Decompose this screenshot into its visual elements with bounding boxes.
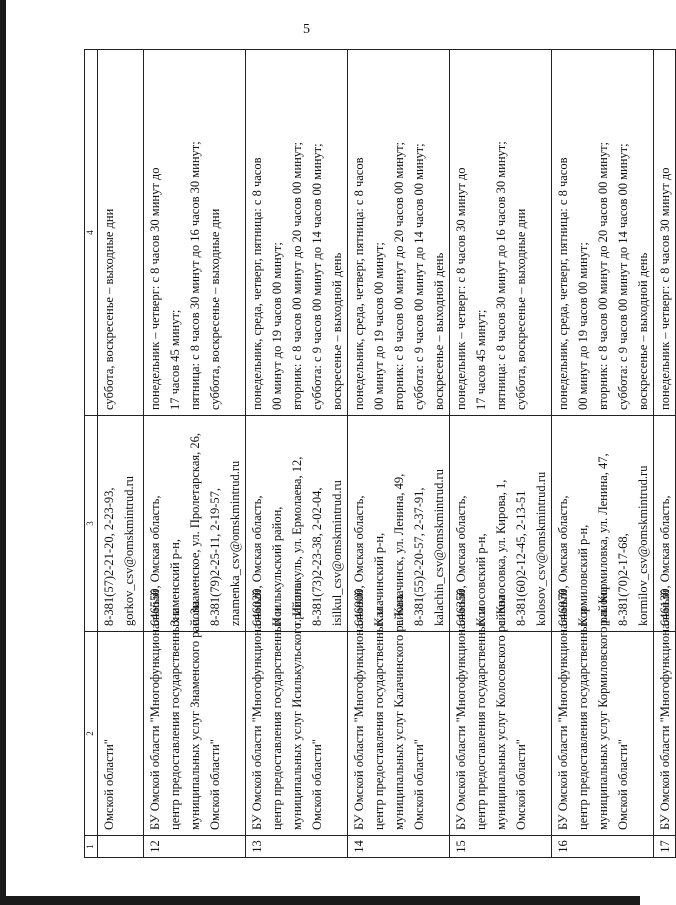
working-hours-line: пятница: с 8 часов 30 минут до 16 часов 30 минут; [494, 141, 508, 410]
working-hours-line: понедельник – четверг: с 8 часов 30 минут до [454, 167, 468, 410]
contacts-line: 646130, Омская область, [658, 495, 672, 626]
table-row [98, 50, 144, 858]
working-hours-cell [98, 50, 144, 416]
working-hours-cell [246, 50, 348, 416]
working-hours-line: понедельник – четверг: с 8 часов 30 минут до [148, 167, 162, 410]
header-cell-4: 4 [85, 50, 98, 416]
organization-cell [144, 589, 246, 836]
working-hours-line: вторник: с 8 часов 00 минут до 20 часов 00 минут; [392, 141, 406, 410]
working-hours-cell [450, 50, 552, 416]
rotated-table-container [84, 50, 672, 858]
organization-line: муниципальных услуг Исилькульского района [290, 582, 304, 830]
contacts-cell [348, 416, 450, 632]
working-hours-cell [654, 50, 676, 416]
contacts-cell [654, 416, 676, 632]
working-hours-cell [552, 50, 654, 416]
working-hours-cell [144, 50, 246, 416]
contacts-line: с. Знаменское, ул. Пролетарская, 26, [188, 433, 202, 626]
table-body [85, 50, 676, 858]
working-hours-line: вторник: с 8 часов 00 минут до 20 часов 00 минут; [596, 141, 610, 410]
contacts-line: г. Калачинск, ул. Ленина, 49, [392, 473, 406, 626]
contacts-line: 8-381(57)2-21-20, 2-23-93, [102, 487, 116, 626]
contacts-line: isilkul_csv@omskmintrud.ru [330, 480, 344, 626]
organization-line: БУ Омской области "Многофункциональный [352, 589, 366, 830]
contacts-cell [144, 416, 246, 632]
contacts-line: 646900, Омская область, [352, 495, 366, 626]
contacts-line: р.п. Кормиловка, ул. Ленина, 47, [596, 453, 610, 626]
organization-line: Омской области" [616, 739, 630, 830]
row-number-cell: 12 [144, 836, 246, 858]
table-header-row [85, 50, 98, 858]
organization-line: муниципальных услуг Кормиловского района [596, 586, 610, 830]
contacts-line: 646020, Омская область, [250, 495, 264, 626]
organization-line: Омской области" [102, 739, 116, 830]
working-hours-line: суббота, воскресенье – выходные дни [514, 208, 528, 410]
contacts-cell [98, 416, 144, 632]
working-hours-line: 00 минут до 19 часов 00 минут; [270, 242, 284, 410]
table-row [144, 50, 246, 858]
organization-cell [654, 589, 676, 836]
contacts-cell [450, 416, 552, 632]
table-row [552, 50, 654, 858]
organization-line: Омской области" [208, 739, 222, 830]
row-number-cell: 16 [552, 836, 654, 858]
header-cell-2: 2 [85, 632, 98, 836]
contacts-line: 8-381(55)2-20-57, 2-37-91, [412, 487, 426, 626]
organization-cell [348, 589, 450, 836]
organization-line: муниципальных услуг Знаменского района [188, 600, 202, 830]
page-number: 5 [303, 22, 310, 37]
working-hours-line: 00 минут до 19 часов 00 минут; [576, 242, 590, 410]
working-hours-line: суббота: с 9 часов 00 минут до 14 часов 00 минут; [310, 143, 324, 410]
organization-line: БУ Омской области "Многофункциональный [556, 589, 570, 830]
working-hours-cell [348, 50, 450, 416]
working-hours-line: воскресенье – выходной день [432, 252, 446, 410]
working-hours-line: 00 минут до 19 часов 00 минут; [372, 242, 386, 410]
table-row [246, 50, 348, 858]
working-hours-line: суббота: с 9 часов 00 минут до 14 часов 00 минут; [616, 143, 630, 410]
organization-cell [246, 582, 348, 836]
organization-line: БУ Омской области "Многофункциональный [148, 589, 162, 830]
working-hours-line: 17 часов 45 минут; [168, 309, 182, 410]
working-hours-line: суббота: с 9 часов 00 минут до 14 часов 00 минут; [412, 143, 426, 410]
organization-line: БУ Омской области "Многофункциональный [454, 589, 468, 830]
scan-edge-left [0, 0, 6, 905]
organization-cell [98, 632, 144, 836]
header-cell-3: 3 [85, 416, 98, 632]
organization-line: центр предоставления государственных и [270, 607, 284, 830]
row-number-cell [98, 836, 144, 858]
organization-line: Омской области" [514, 739, 528, 830]
working-hours-line: воскресенье – выходной день [330, 252, 344, 410]
contacts-line: kalachin_csv@omskmintrud.ru [432, 469, 446, 626]
organization-line: центр предоставления государственных и [576, 607, 590, 830]
contacts-line: 646350, Омская область, [454, 495, 468, 626]
contacts-line: с. Колосовка, ул. Кирова, 1, [494, 479, 508, 626]
contacts-line: kolosov_csv@omskmintrud.ru [534, 471, 548, 626]
organization-line: БУ Омской области "Многофункциональный [250, 589, 264, 830]
contacts-cell [552, 416, 654, 632]
organization-line: центр предоставления государственных и [474, 607, 488, 830]
table-row [654, 50, 676, 858]
services-table [84, 49, 676, 858]
row-number-cell: 17 [654, 836, 676, 858]
working-hours-line: понедельник, среда, четверг, пятница: с 8 часов [250, 157, 264, 410]
contacts-cell [246, 416, 348, 632]
contacts-line: 8-381(79)2-25-11, 2-19-57, [208, 487, 222, 626]
organization-line: муниципальных услуг Колосовского района [494, 595, 508, 830]
contacts-line: 646970, Омская область, [556, 495, 570, 626]
table-row [348, 50, 450, 858]
working-hours-line: понедельник – четверг: с 8 часов 30 минут до [658, 167, 672, 410]
contacts-line: Колосовский р-н, [474, 533, 488, 626]
working-hours-line: воскресенье – выходной день [636, 252, 650, 410]
contacts-line: 8-381(60)2-12-45, 2-13-51 [514, 490, 528, 626]
contacts-line: gorkov_csv@omskmintrud.ru [122, 475, 136, 626]
working-hours-line: 17 часов 45 минут; [474, 309, 488, 410]
row-number-cell: 14 [348, 836, 450, 858]
contacts-line: Калачинский р-н, [372, 532, 386, 626]
contacts-line: 8-381(73)2-23-38, 2-02-04, [310, 487, 324, 626]
contacts-line: 8-381(70)2-17-68, [616, 533, 630, 626]
contacts-line: 646550, Омская область, [148, 495, 162, 626]
table-row [450, 50, 552, 858]
organization-line: центр предоставления государственных и [168, 607, 182, 830]
contacts-line: kormilov_csv@omskmintrud.ru [636, 465, 650, 626]
organization-line: Омской области" [310, 739, 324, 830]
organization-cell [552, 586, 654, 836]
working-hours-line: понедельник, среда, четверг, пятница: с 8 часов [556, 157, 570, 410]
contacts-line: Знаменский р-н, [168, 539, 182, 626]
working-hours-line: понедельник, среда, четверг, пятница: с 8 часов [352, 157, 366, 410]
organization-line: Омской области" [412, 739, 426, 830]
organization-line: БУ Омской области "Многофункциональный [658, 589, 672, 830]
contacts-line: Исилькульский район, [270, 506, 284, 626]
organization-line: центр предоставления государственных и [372, 607, 386, 830]
contacts-line: znamenka_csv@omskmintrud.ru [228, 460, 242, 626]
header-cell-1: 1 [85, 836, 98, 858]
row-number-cell: 15 [450, 836, 552, 858]
scan-edge-bottom [0, 896, 640, 905]
contacts-line: г. Исилькуль, ул. Ермолаева, 12, [290, 456, 304, 626]
row-number-cell: 13 [246, 836, 348, 858]
working-hours-line: суббота, воскресенье – выходные дни [208, 208, 222, 410]
contacts-line: Кормиловский р-н, [576, 524, 590, 626]
organization-line: муниципальных услуг Калачинского района [392, 594, 406, 830]
working-hours-line: пятница: с 8 часов 30 минут до 16 часов 30 минут; [188, 141, 202, 410]
working-hours-line: вторник: с 8 часов 00 минут до 20 часов 00 минут; [290, 141, 304, 410]
working-hours-line: суббота, воскресенье – выходные дни [102, 208, 116, 410]
organization-cell [450, 589, 552, 836]
